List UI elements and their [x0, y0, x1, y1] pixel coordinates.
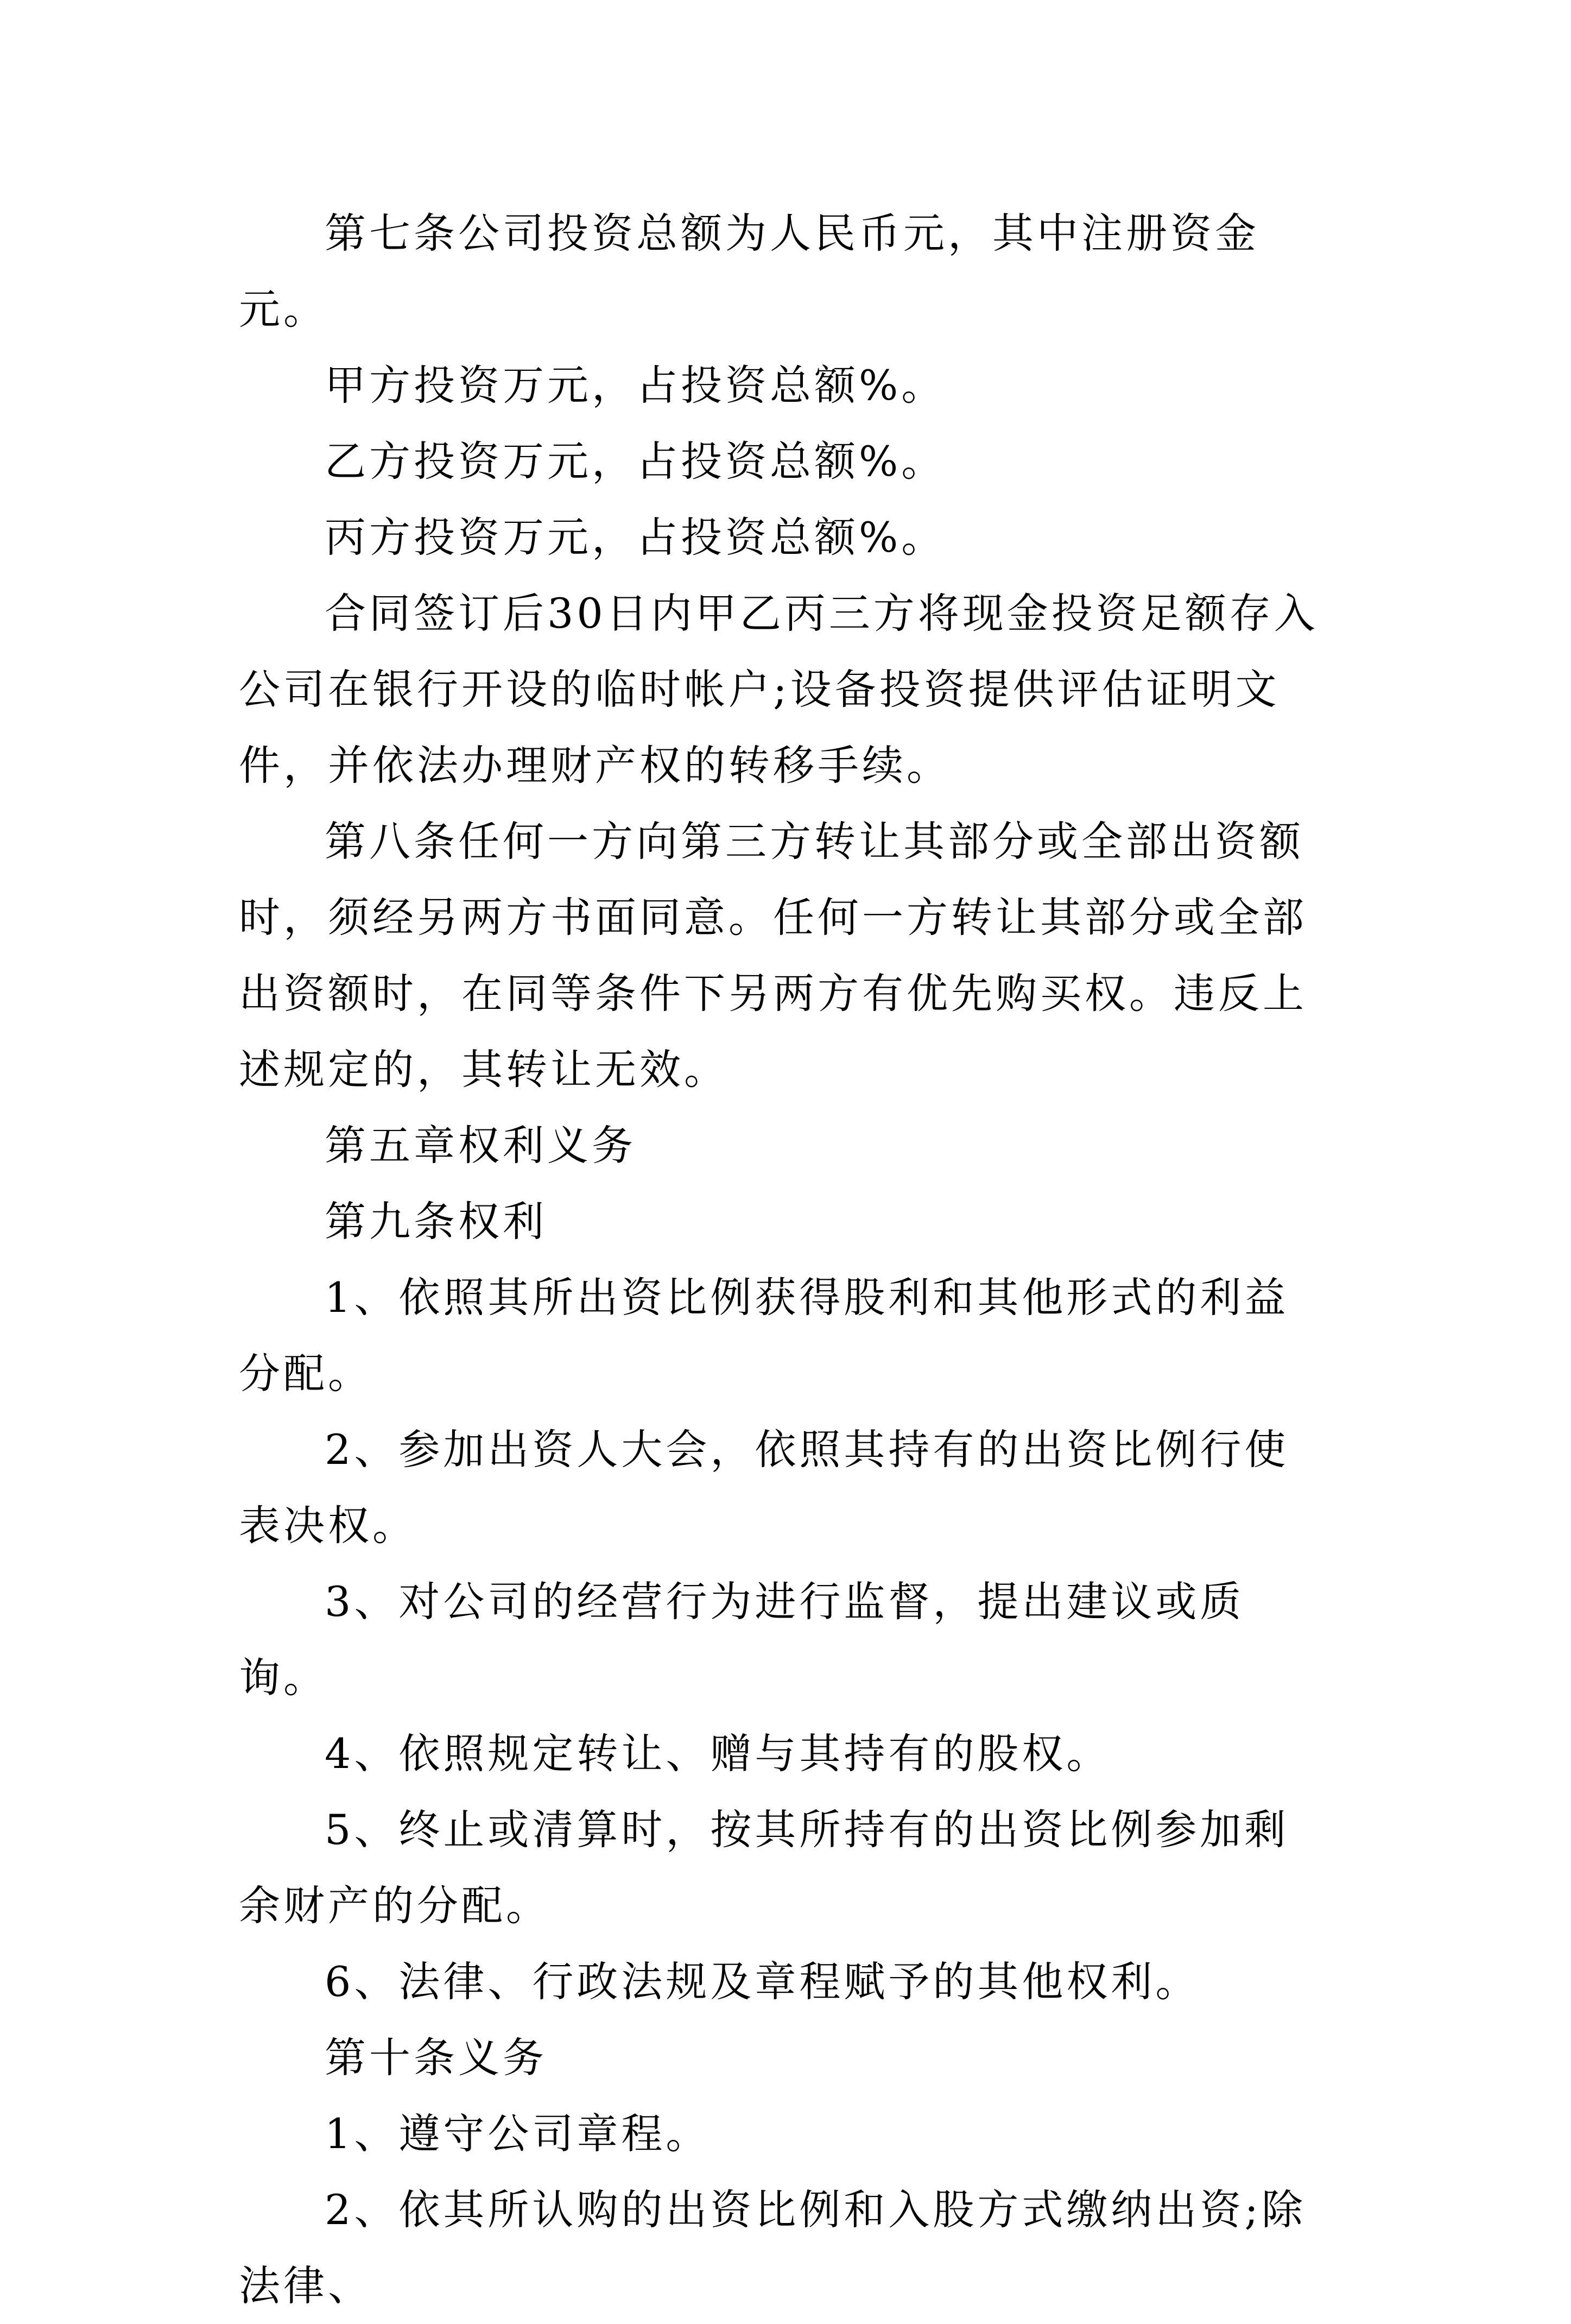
list-item-right-6: 6、法律、行政法规及章程赋予的其他权利。: [325, 1957, 1200, 2006]
paragraph-party-a-investment: 甲方投资万元，占投资总额%。: [325, 361, 946, 409]
list-item-duty-2: 2、依其所认购的出资比例和入股方式缴纳出资;除法律、: [239, 2186, 1306, 2310]
heading-article-9: 第九条权利: [325, 1197, 547, 1246]
heading-article-10: 第十条义务: [325, 2033, 547, 2082]
paragraph-party-b-investment: 乙方投资万元，占投资总额%。: [325, 437, 946, 485]
paragraph-deposit-terms: 合同签订后30日内甲乙丙三方将现金投资足额存入公司在银行开设的临时帐户;设备投资提供评估证明文件，并依法办理财产权的转移手续。: [239, 589, 1319, 790]
list-item-duty-1: 1、遵守公司章程。: [325, 2110, 711, 2158]
list-item-right-2: 2、参加出资人大会，依照其持有的出资比例行使表决权。: [239, 1425, 1289, 1550]
paragraph-article-8: 第八条任何一方向第三方转让其部分或全部出资额时，须经另两方书面同意。任何一方转让其部分或全部出资额时，在同等条件下另两方有优先购买权。违反上述规定的，其转让无效。: [239, 817, 1307, 1094]
heading-chapter-5: 第五章权利义务: [325, 1121, 636, 1170]
list-item-right-4: 4、依照规定转让、赠与其持有的股权。: [325, 1729, 1111, 1778]
paragraph-article-7: 第七条公司投资总额为人民币元，其中注册资金元。: [239, 209, 1259, 333]
list-item-right-1: 1、依照其所出资比例获得股利和其他形式的利益分配。: [239, 1273, 1289, 1398]
paragraph-party-c-investment: 丙方投资万元，占投资总额%。: [325, 513, 946, 561]
list-item-right-3: 3、对公司的经营行为进行监督，提出建议或质询。: [239, 1577, 1245, 1702]
list-item-right-5: 5、终止或清算时，按其所持有的出资比例参加剩余财产的分配。: [239, 1805, 1289, 1930]
document-body: [239, 195, 1330, 2324]
